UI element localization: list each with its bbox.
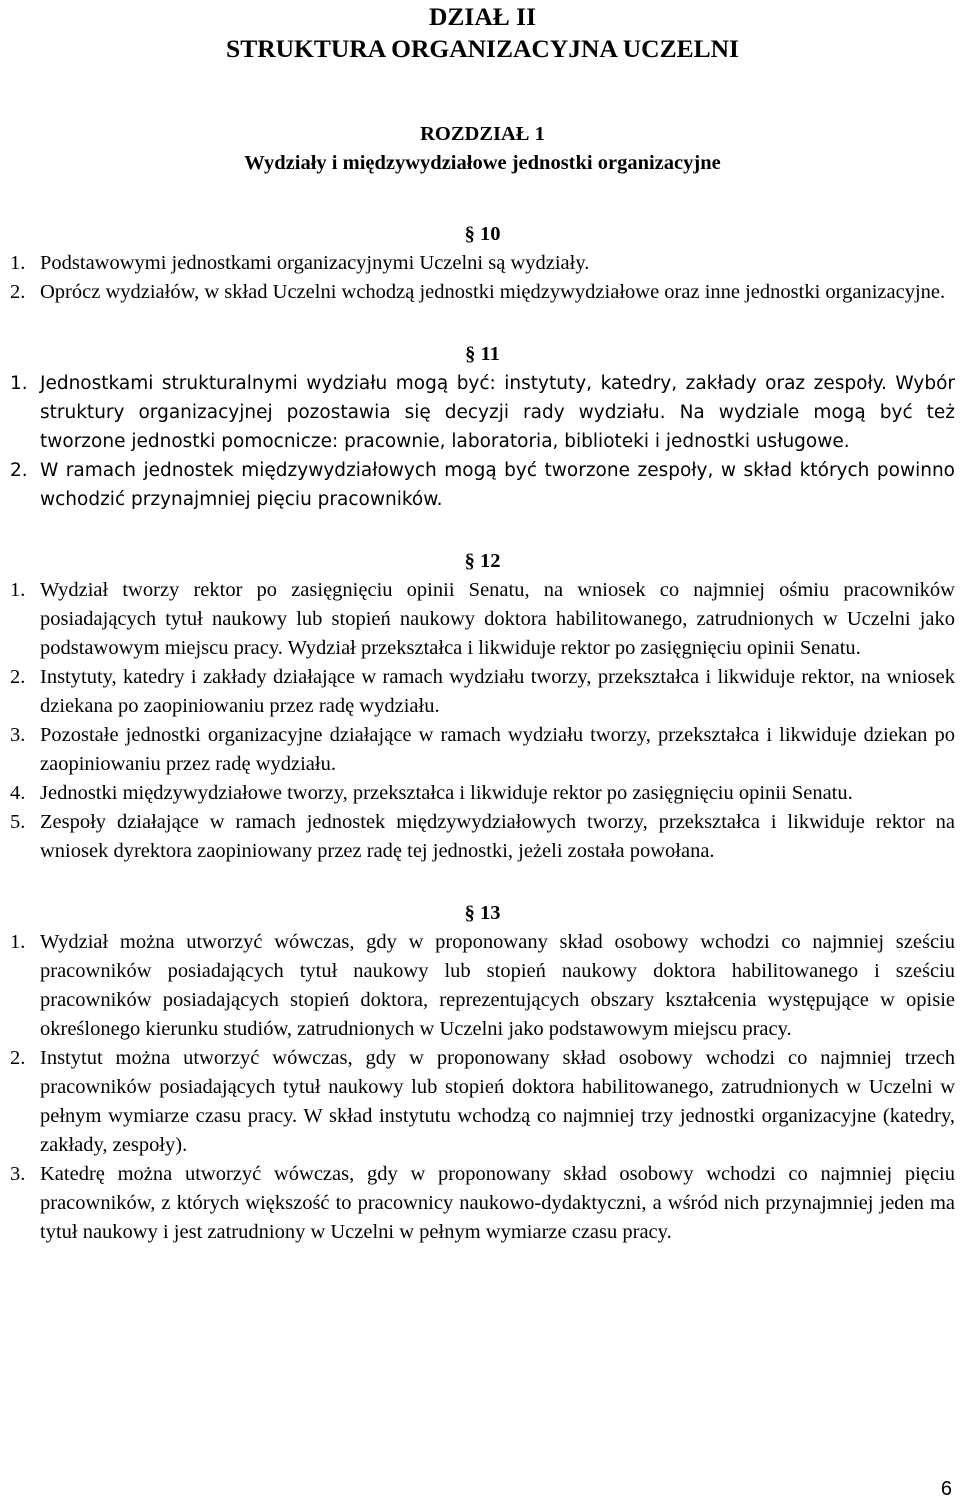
paragraph-heading: § 12 — [464, 550, 501, 572]
list-item — [10, 249, 955, 278]
chapter-title: Wydziały i międzywydziałowe jednostki organizacyjne — [244, 152, 721, 174]
item-number: 2. — [10, 666, 26, 688]
list-item — [10, 456, 955, 514]
list-item — [10, 369, 955, 456]
item-text: Podstawowymi jednostkami organizacyjnymi Uczelni są wydziały. — [40, 252, 590, 274]
item-text: Instytut można utworzyć wówczas, gdy w proponowany skład osobowy wchodzi co najmniej trzech pracowników posiadających tytuł naukowy lub stopień doktora habilitowanego, zatrudnionych w Uczelni w pełnym wymiarze czasu pracy. W skład instytutu wchodzą co najmniej trzy jednostki organizacyjne (katedry, zakłady, zespoły). — [40, 1047, 955, 1156]
item-text: Instytuty, katedry i zakłady działające w ramach wydziału tworzy, przekształca i likwiduje rektor, na wniosek dziekana po zaopiniowaniu przez radę wydziału. — [40, 666, 955, 717]
division-label: DZIAŁ II — [429, 2, 536, 31]
item-number: 1. — [10, 252, 26, 274]
item-number: 3. — [10, 1163, 26, 1185]
item-text: Oprócz wydziałów, w skład Uczelni wchodzą jednostki międzywydziałowe oraz inne jednostki organizacyjne. — [40, 281, 946, 303]
item-text: Pozostałe jednostki organizacyjne działające w ramach wydziału tworzy, przekształca i likwiduje dziekan po zaopiniowaniu przez radę wydziału. — [40, 724, 955, 775]
item-number: 3. — [10, 724, 26, 746]
item-text: Zespoły działające w ramach jednostek międzywydziałowych tworzy, przekształca i likwiduje rektor na wniosek dyrektora zaopiniowany przez radę tej jednostki, jeżeli została powołana. — [40, 811, 955, 862]
list-item — [10, 576, 955, 663]
item-text: Wydział tworzy rektor po zasięgnięciu opinii Senatu, na wniosek co najmniej ośmiu pracowników posiadających tytuł naukowy lub stopień naukowy doktora habilitowanego, zatrudnionych w Uczelni jako podstawowym miejscu pracy. Wydział przekształca i likwiduje rektor po zasięgnięciu opinii Senatu. — [40, 579, 955, 659]
section-13 — [10, 899, 955, 1247]
item-number: 1. — [10, 931, 26, 953]
item-text: Jednostkami strukturalnymi wydziału mogą być: instytuty, katedry, zakłady oraz zespoły. Wybór struktury organizacyjnej pozostawia się decyzji rady wydziału. Na wydziale mogą być też tworzone jednostki pomocnicze: pracownie, laboratoria, biblioteki i jednostki usługowe. — [40, 373, 955, 452]
list-item — [10, 928, 955, 1044]
list-item — [10, 808, 955, 866]
paragraph-heading: § 13 — [464, 902, 501, 924]
list-item — [10, 1044, 955, 1160]
chapter-header — [10, 120, 955, 178]
item-text: Katedrę można utworzyć wówczas, gdy w proponowany skład osobowy wchodzi co najmniej pięciu pracowników, z których większość to pracownicy naukowo-dydaktyczni, a wśród nich przynajmniej jeden ma tytuł naukowy i jest zatrudniony w Uczelni w pełnym wymiarze czasu pracy. — [40, 1163, 955, 1243]
list-item — [10, 1160, 955, 1247]
chapter-label: ROZDZIAŁ 1 — [420, 123, 545, 145]
document-page — [10, 0, 955, 1247]
item-number: 2. — [10, 1047, 26, 1069]
section-10 — [10, 220, 955, 307]
item-number: 2. — [10, 281, 26, 303]
division-title: STRUKTURA ORGANIZACYJNA UCZELNI — [226, 34, 739, 63]
page-number: 6 — [940, 1478, 952, 1500]
paragraph-heading: § 11 — [465, 343, 500, 365]
item-text: Wydział można utworzyć wówczas, gdy w proponowany skład osobowy wchodzi co najmniej sześciu pracowników posiadających tytuł naukowy lub stopień naukowy doktora habilitowanego i sześciu pracowników posiadających stopień doktora, reprezentujących obszary kształcenia występujące w opisie określonego kierunku studiów, zatrudnionych w Uczelni jako podstawowym miejscu pracy. — [40, 931, 955, 1040]
list-item — [10, 779, 955, 808]
section-12 — [10, 547, 955, 866]
item-number: 5. — [10, 811, 26, 833]
item-number: 2. — [10, 460, 28, 481]
item-number: 1. — [10, 373, 28, 394]
item-number: 1. — [10, 579, 26, 601]
item-text: W ramach jednostek międzywydziałowych mogą być tworzone zespoły, w skład których powinno wchodzić przynajmniej pięciu pracowników. — [40, 460, 955, 510]
paragraph-heading: § 10 — [464, 223, 501, 245]
item-text: Jednostki międzywydziałowe tworzy, przekształca i likwiduje rektor po zasięgnięciu opinii Senatu. — [40, 782, 853, 804]
division-header — [10, 1, 955, 65]
list-item — [10, 721, 955, 779]
list-item — [10, 663, 955, 721]
section-11 — [10, 340, 955, 514]
list-item — [10, 278, 955, 307]
item-number: 4. — [10, 782, 26, 804]
